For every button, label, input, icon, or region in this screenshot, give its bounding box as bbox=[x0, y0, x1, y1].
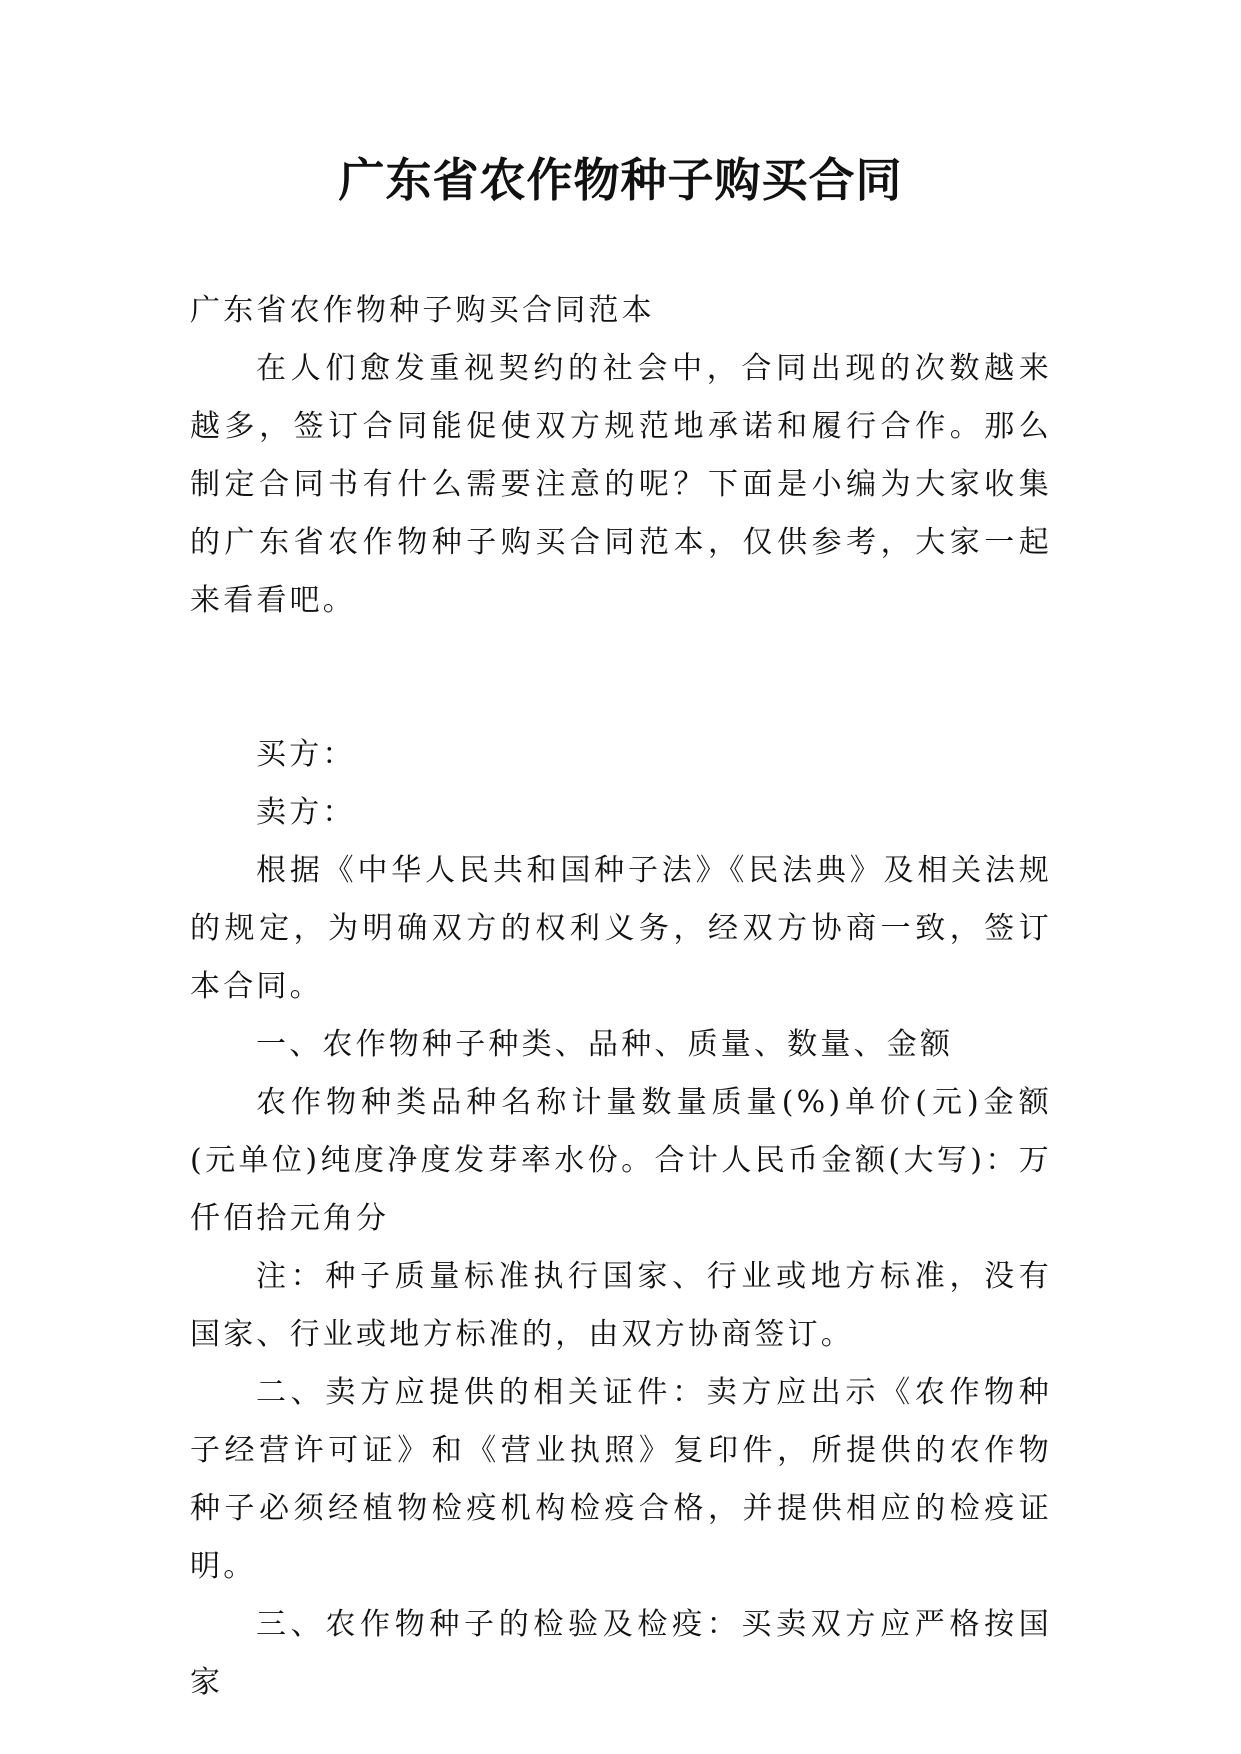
document-body bbox=[190, 282, 1052, 1712]
section-1-heading: 一、农作物种子种类、品种、质量、数量、金额 bbox=[256, 1027, 954, 1062]
section-2-paragraph: 二、卖方应提供的相关证件：卖方应出示《农作物种子经营许可证》和《营业执照》复印件，所提供的农作物种子必须经植物检疫机构检疫合格，并提供相应的检疫证明。 bbox=[190, 1375, 1052, 1584]
note-paragraph: 注：种子质量标准执行国家、行业或地方标准，没有国家、行业或地方标准的，由双方协商签订。 bbox=[190, 1259, 1052, 1352]
blank-gap bbox=[190, 630, 1052, 726]
intro-paragraph: 在人们愈发重视契约的社会中，合同出现的次数越来越多，签订合同能促使双方规范地承诺和履行合作。那么制定合同书有什么需要注意的呢？下面是小编为大家收集的广东省农作物种子购买合同范本，仅供参考，大家一起来看看吧。 bbox=[190, 351, 1052, 618]
section-1-body: 农作物种类品种名称计量数量质量(%)单价(元)金额(元单位)纯度净度发芽率水份。合计人民币金额(大写)：万仟佰拾元角分 bbox=[190, 1085, 1052, 1236]
seller-line: 卖方： bbox=[256, 795, 356, 830]
buyer-line: 买方： bbox=[256, 737, 356, 772]
basis-paragraph: 根据《中华人民共和国种子法》《民法典》及相关法规的规定，为明确双方的权利义务，经双方协商一致，签订本合同。 bbox=[190, 853, 1052, 1004]
document-title: 广东省农作物种子购买合同 bbox=[338, 153, 903, 207]
document-subtitle: 广东省农作物种子购买合同范本 bbox=[190, 293, 655, 328]
section-3-paragraph: 三、农作物种子的检验及检疫：买卖双方应严格按国家 bbox=[190, 1607, 1052, 1700]
